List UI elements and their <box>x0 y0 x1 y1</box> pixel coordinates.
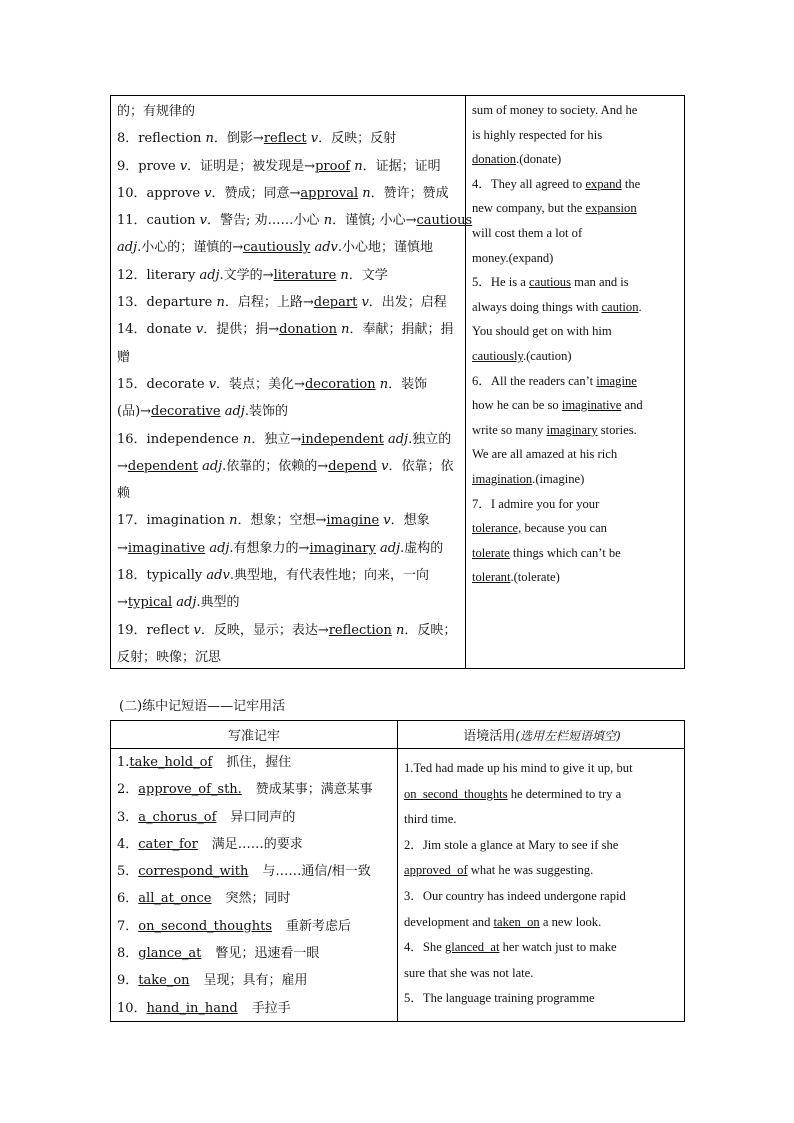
text-line <box>117 589 463 616</box>
text-segment: v <box>310 131 319 147</box>
text-segment: the <box>621 176 641 191</box>
text-segment: 14．donate <box>117 322 196 338</box>
phrase-meaning: 赞成某事；满意某事 <box>255 782 373 798</box>
text-segment: ．启程；上路→ <box>224 295 314 311</box>
text-segment: .小心地；谨慎地 <box>337 240 434 256</box>
item-number: 5． <box>117 864 139 880</box>
text-segment: 5．The language training programme <box>404 991 595 1006</box>
phrase-meaning: 突然；同时 <box>225 891 291 907</box>
phrase: take_on <box>138 973 190 989</box>
text-segment: n <box>354 158 363 174</box>
header-right-label: 语境活用 <box>463 729 516 744</box>
answer-word: imagination <box>472 471 533 486</box>
text-line <box>117 316 463 343</box>
text-segment: 的；有规律的 <box>117 104 196 119</box>
answer-word: cautious <box>529 275 571 290</box>
text-segment: 赠 <box>117 349 131 365</box>
text-segment: 4．They all agreed to <box>472 176 586 191</box>
text-line <box>117 398 463 425</box>
item-number: 4． <box>117 836 139 852</box>
text-line <box>117 234 463 261</box>
context-practice-column <box>472 98 684 590</box>
text-segment: man and is <box>571 275 629 290</box>
text-segment: .小心的；谨慎的→ <box>137 240 244 256</box>
text-line <box>117 371 463 398</box>
phrase-item <box>117 749 395 776</box>
text-line <box>117 617 463 644</box>
text-line <box>472 344 684 369</box>
text-line <box>404 910 684 936</box>
answer-word: decorative <box>151 404 221 420</box>
text-segment: 3．Our country has indeed undergone rapid <box>404 888 626 903</box>
text-segment: n <box>362 185 371 201</box>
phrase: glance_at <box>138 946 202 962</box>
text-line <box>472 147 684 172</box>
text-line <box>117 426 463 453</box>
text-line <box>404 756 684 782</box>
text-segment: adj <box>380 540 401 556</box>
answer-word: cautiously <box>243 240 311 256</box>
phrase: correspond_with <box>138 864 249 880</box>
text-segment: ．依靠；依 <box>388 458 454 474</box>
text-segment: ．文学 <box>348 267 388 283</box>
text-segment: ．赞成；同意→ <box>211 185 301 201</box>
text-segment: new company, but the <box>472 201 586 216</box>
text-segment: .装饰的 <box>244 404 288 420</box>
phrase: take_hold_of <box>129 755 213 770</box>
item-number: 7． <box>117 918 139 934</box>
text-line <box>472 467 684 492</box>
text-segment: 16．independence <box>117 431 243 447</box>
text-segment: .(tolerate) <box>510 570 560 585</box>
text-line <box>404 833 684 859</box>
text-segment: (品)→ <box>117 404 152 420</box>
text-segment: 11．caution <box>117 213 200 229</box>
answer-word: tolerant <box>472 570 511 585</box>
text-segment: 18．typically <box>117 568 207 584</box>
phrase: hand_in_hand <box>146 1000 238 1016</box>
answer-word: depend <box>328 458 377 474</box>
text-line <box>472 516 684 541</box>
text-segment: n <box>323 213 333 229</box>
phrase-item <box>117 995 395 1022</box>
text-segment: ．装饰 <box>388 376 428 392</box>
text-line <box>472 246 684 271</box>
answer-word: donation <box>279 322 337 338</box>
text-line <box>117 535 463 562</box>
item-number: 1. <box>117 755 130 770</box>
text-segment: development and <box>404 914 494 929</box>
text-segment: is highly respected for his <box>472 127 603 142</box>
answer-word: depart <box>313 295 358 311</box>
text-segment: ．反映；反射 <box>318 131 397 147</box>
answer-word: taken_on <box>493 914 540 929</box>
text-segment: v <box>199 213 208 229</box>
item-number: 9． <box>117 973 139 989</box>
phrase-item <box>117 804 395 831</box>
text-line <box>472 393 684 418</box>
answer-word: approved_of <box>404 863 468 878</box>
text-segment: n <box>396 622 405 638</box>
text-segment: ．提供；捐→ <box>203 322 280 338</box>
text-line <box>472 196 684 221</box>
text-line <box>404 858 684 884</box>
text-segment: 13．departure <box>117 295 217 311</box>
section-title: (二)练中记短语——记牢用活 <box>119 699 286 714</box>
text-segment: things which can’t be <box>509 545 621 560</box>
text-segment: n <box>205 131 214 147</box>
text-segment: ．反映，显示；表达→ <box>200 622 329 638</box>
item-number: 2． <box>117 782 139 798</box>
text-segment: You should get on with him <box>472 324 612 339</box>
header-left: 写准记牢 <box>227 729 280 744</box>
text-segment: a new look. <box>539 914 602 929</box>
text-segment: n <box>379 376 389 392</box>
text-line <box>472 270 684 295</box>
text-line <box>472 221 684 246</box>
answer-word: cautious <box>416 213 473 229</box>
answer-word: expand <box>585 176 622 191</box>
phrase: approve_of_sth. <box>138 782 242 798</box>
text-segment: .有想象力的→ <box>229 540 310 556</box>
answer-word: independent <box>301 431 384 447</box>
answer-word: imagine <box>596 373 637 388</box>
text-line <box>472 418 684 443</box>
text-segment: ．倒影→ <box>213 131 264 147</box>
header-right <box>398 725 686 744</box>
text-segment: .(caution) <box>522 348 572 363</box>
item-number: 8． <box>117 946 139 962</box>
text-segment: v <box>204 185 212 201</box>
column-divider <box>397 721 398 1021</box>
text-line <box>472 541 684 566</box>
text-segment: how he can be so <box>472 398 562 413</box>
text-segment: 19．reflect <box>117 622 194 638</box>
phrase-list <box>117 749 395 1022</box>
text-segment: money.(expand) <box>472 250 554 265</box>
text-segment: v <box>193 622 201 638</box>
text-line <box>472 295 684 320</box>
text-segment: her watch just to make <box>499 940 617 955</box>
text-line <box>117 180 463 207</box>
text-segment: adj <box>202 458 223 474</box>
text-segment: .典型的 <box>196 595 240 611</box>
text-segment: ．奉献；捐献；捐 <box>349 322 454 338</box>
phrase-meaning: 满足……的要求 <box>211 836 303 852</box>
text-line <box>404 884 684 910</box>
text-segment: v <box>381 458 389 474</box>
text-line <box>472 565 684 590</box>
answer-word: imaginary <box>309 540 376 556</box>
text-line <box>117 480 463 507</box>
text-segment: 15．decorate <box>117 376 209 392</box>
item-number: 3． <box>117 809 139 825</box>
text-segment: adj <box>176 595 197 611</box>
answer-word: proof <box>315 158 351 174</box>
text-line <box>472 172 684 197</box>
text-segment: ．赞许；赞成 <box>370 185 449 201</box>
text-segment: 6．All the readers can’t <box>472 373 597 388</box>
text-segment: → <box>117 458 128 474</box>
item-number: 6． <box>117 891 139 907</box>
text-segment: .(donate) <box>516 152 562 167</box>
text-segment: adj <box>209 540 230 556</box>
text-segment: adj <box>387 431 409 447</box>
text-segment: .文学的→ <box>219 267 274 283</box>
text-segment: 7．I admire you for your <box>472 496 600 511</box>
text-segment: ．想象 <box>390 513 430 529</box>
text-segment: 2．Jim stole a glance at Mary to see if she <box>404 837 619 852</box>
text-segment: ．装点；美化→ <box>216 376 305 392</box>
text-segment: 反射；映像；沉思 <box>117 649 222 665</box>
phrase-item <box>117 940 395 967</box>
phrase-practice-column <box>404 756 684 1012</box>
vocabulary-table <box>110 95 685 669</box>
text-segment: and <box>621 398 643 413</box>
text-segment: n <box>242 431 252 447</box>
phrase: on_second_thoughts <box>138 918 273 934</box>
answer-word: imaginative <box>561 398 622 413</box>
text-segment: 9．prove <box>117 158 180 174</box>
text-line <box>117 289 463 316</box>
phrase-meaning: 手拉手 <box>251 1000 291 1016</box>
answer-word: reflection <box>328 622 392 638</box>
text-segment: 4．She <box>404 940 445 955</box>
column-divider <box>465 96 466 668</box>
text-line <box>117 98 463 125</box>
text-segment: adj <box>224 404 245 420</box>
text-line <box>117 562 463 589</box>
text-segment: 赖 <box>117 486 131 502</box>
text-line <box>117 453 463 480</box>
text-line <box>117 153 463 180</box>
text-segment: n <box>216 295 225 311</box>
text-segment: 8．reflection <box>117 131 206 147</box>
answer-word: on_second_thoughts <box>404 786 508 801</box>
answer-word: glanced_at <box>444 940 500 955</box>
text-segment: he determined to try a <box>507 786 622 801</box>
text-line <box>404 935 684 961</box>
phrase-item <box>117 967 395 994</box>
text-segment: what he was suggesting. <box>467 863 594 878</box>
answer-word: caution <box>601 299 639 314</box>
text-line <box>404 807 684 833</box>
phrase-item <box>117 776 395 803</box>
text-segment: 5．He is a <box>472 275 530 290</box>
phrase-table <box>110 720 685 1022</box>
answer-word: typical <box>127 595 173 611</box>
text-line <box>472 98 684 123</box>
text-line <box>117 125 463 152</box>
phrase: all_at_once <box>138 891 212 907</box>
text-segment: adv <box>314 240 338 256</box>
text-segment: ．警告; 劝……小心 <box>207 213 324 229</box>
answer-word: imaginative <box>127 540 206 556</box>
text-segment: → <box>117 595 128 611</box>
text-segment: will cost them a lot of <box>472 225 583 240</box>
text-segment: ．想象；空想→ <box>237 513 327 529</box>
phrase-item <box>117 858 395 885</box>
text-segment: third time. <box>404 812 457 827</box>
text-line <box>117 644 463 671</box>
answer-word: tolerance, <box>472 521 522 536</box>
phrase-meaning: 抓住，握住 <box>226 755 292 770</box>
text-segment: . <box>638 299 642 314</box>
text-segment: v <box>208 376 217 392</box>
answer-word: dependent <box>127 458 198 474</box>
text-segment: n <box>341 322 350 338</box>
text-segment: We are all amazed at his rich <box>472 447 618 462</box>
text-segment: v <box>361 295 369 311</box>
text-line <box>117 344 463 371</box>
text-segment: ．独立→ <box>251 431 302 447</box>
text-line <box>404 782 684 808</box>
text-segment: sum of money to society. And he <box>472 103 638 117</box>
text-segment: n <box>229 513 238 529</box>
phrase-meaning: 与……通信/相一致 <box>262 864 371 880</box>
answer-word: literature <box>273 267 337 283</box>
phrase-item <box>117 831 395 858</box>
text-segment: 12．literary <box>117 267 200 283</box>
answer-word: imaginary <box>546 422 598 437</box>
phrase: a_chorus_of <box>138 809 217 825</box>
text-segment: ．证明是；被发现是→ <box>187 158 316 174</box>
answer-word: decoration <box>304 376 376 392</box>
phrase: cater_for <box>138 836 198 852</box>
text-line <box>117 262 463 289</box>
answer-word: donation <box>472 152 517 167</box>
text-segment: n <box>340 267 349 283</box>
phrase-meaning: 呈现；具有；雇用 <box>203 973 308 989</box>
text-segment: sure that she was not late. <box>404 965 534 980</box>
text-segment: ．谨慎; 小心→ <box>332 213 417 229</box>
text-segment: → <box>117 540 128 556</box>
text-line <box>117 507 463 534</box>
text-segment: .典型地，有代表性地；向来，一向 <box>229 568 429 584</box>
text-segment: .(imagine) <box>532 471 585 486</box>
text-line <box>117 207 473 234</box>
text-segment: .依靠的；依赖的→ <box>222 458 329 474</box>
answer-word: tolerate <box>472 545 510 560</box>
text-segment: adj <box>199 267 220 283</box>
answer-word: reflect <box>263 131 307 147</box>
text-line <box>472 123 684 148</box>
text-segment: ．证据；证明 <box>362 158 441 174</box>
text-segment: v <box>383 513 391 529</box>
text-segment: ．反映； <box>404 622 457 638</box>
phrase-meaning: 重新考虑后 <box>286 918 352 934</box>
text-segment: ．出发；启程 <box>368 295 447 311</box>
text-line <box>404 961 684 987</box>
text-segment: always doing things with <box>472 299 602 314</box>
text-segment: v <box>195 322 204 338</box>
item-number: 10． <box>117 1000 147 1016</box>
answer-word: cautiously <box>472 348 523 363</box>
text-line <box>472 319 684 344</box>
text-segment: adv <box>206 568 230 584</box>
phrase-meaning: 异口同声的 <box>230 809 296 825</box>
text-line <box>472 369 684 394</box>
header-right-note: (选用左栏短语填空) <box>515 729 621 743</box>
text-segment: 10．approve <box>117 185 205 201</box>
text-line <box>472 442 684 467</box>
text-line <box>472 492 684 517</box>
text-segment: 1.Ted had made up his mind to give it up, but <box>404 761 633 775</box>
answer-word: imagine <box>326 513 380 529</box>
word-family-column <box>117 98 473 671</box>
text-segment: .虚构的 <box>400 540 444 556</box>
text-segment: stories. <box>597 422 637 437</box>
text-segment: write so many <box>472 422 547 437</box>
answer-word: approval <box>300 185 359 201</box>
phrase-item <box>117 913 395 940</box>
text-segment: .独立的 <box>408 431 452 447</box>
answer-word: expansion <box>585 201 637 216</box>
text-segment: 17．imagination <box>117 513 230 529</box>
text-line <box>404 986 684 1012</box>
text-segment: because you can <box>521 521 607 536</box>
text-segment: adj <box>117 240 138 256</box>
text-segment: v <box>179 158 188 174</box>
phrase-meaning: 瞥见；迅速看一眼 <box>215 946 320 962</box>
phrase-item <box>117 885 395 912</box>
